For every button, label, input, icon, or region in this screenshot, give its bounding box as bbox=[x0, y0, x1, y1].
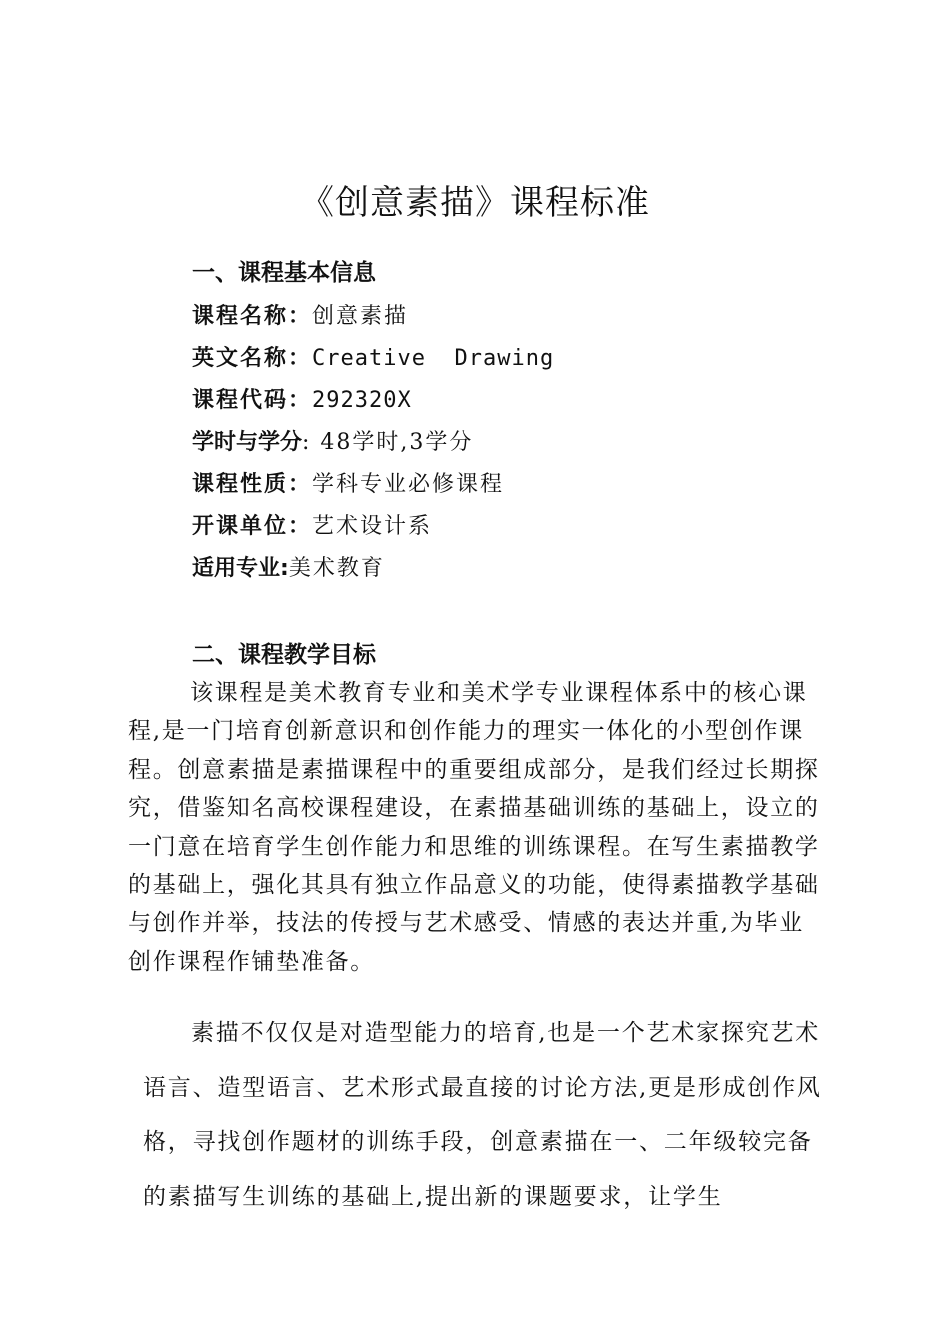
document-title: 《创意素描》课程标准 bbox=[300, 183, 650, 223]
course-info-list bbox=[192, 296, 554, 590]
info-value: 创意素描 bbox=[312, 304, 409, 329]
info-row-course-code bbox=[192, 380, 554, 422]
info-label: 适用专业: bbox=[192, 556, 289, 581]
info-value: 艺术设计系 bbox=[312, 514, 433, 539]
info-row-hours-credits bbox=[192, 422, 554, 464]
info-value: 292320X bbox=[312, 388, 412, 413]
info-label: 开课单位： bbox=[192, 514, 313, 539]
info-label: 学时与学分 bbox=[192, 430, 303, 455]
info-value: 美术教育 bbox=[288, 556, 385, 581]
info-row-course-name bbox=[192, 296, 554, 338]
info-label: 英文名称： bbox=[192, 346, 313, 371]
info-value: 学科专业必修课程 bbox=[312, 472, 505, 497]
info-value: Creative Drawing bbox=[312, 346, 555, 371]
info-row-course-nature bbox=[192, 464, 554, 506]
section-heading-basic-info: 一、课程基本信息 bbox=[192, 260, 376, 286]
body-paragraph: 素描不仅仅是对造型能力的培育,也是一个艺术家探究艺术语言、造型语言、艺术形式最直接的讨论方法,更是形成创作风格，寻找创作题材的训练手段，创意素描在一、二年级较完备的素描写生训练的基础上,提出新的课题要求，让学生 bbox=[143, 1020, 822, 1210]
info-label: 课程名称： bbox=[192, 304, 313, 329]
info-row-applicable-major bbox=[192, 548, 554, 590]
info-row-english-name bbox=[192, 338, 554, 380]
info-value: : 48学时,3学分 bbox=[302, 430, 474, 455]
body-paragraph: 该课程是美术教育专业和美术学专业课程体系中的核心课程,是一门培育创新意识和创作能力的理实一体化的小型创作课程。创意素描是素描课程中的重要组成部分，是我们经过长期探究，借鉴知名高校课程建设，在素描基础训练的基础上，设立的一门意在培育学生创作能力和思维的训练课程。在写生素描教学的基础上，强化其具有独立作品意义的功能，使得素描教学基础与创作并举，技法的传授与艺术感受、情感的表达并重,为毕业创作课程作铺垫准备。 bbox=[128, 680, 820, 975]
info-label: 课程性质： bbox=[192, 472, 313, 497]
info-label: 课程代码： bbox=[192, 388, 313, 413]
info-row-department bbox=[192, 506, 554, 548]
section-heading-teaching-goals: 二、课程教学目标 bbox=[192, 642, 376, 668]
